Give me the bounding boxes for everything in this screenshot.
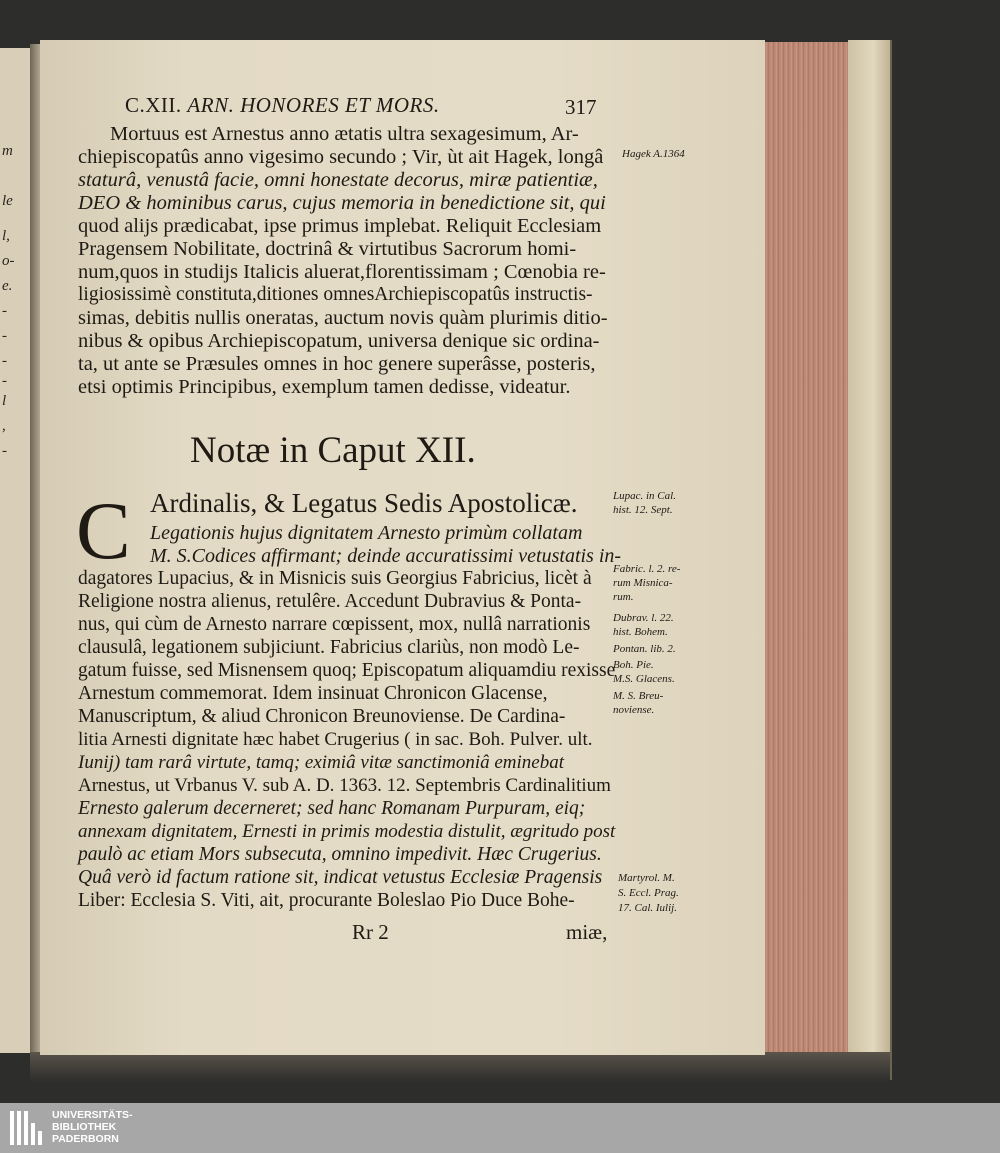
notes-line: Legationis hujus dignitatem Arnesto primùm collatam: [150, 522, 583, 544]
left-page-fragment: ,: [2, 418, 6, 434]
text-line: nibus & opibus Archiepiscopatum, universa denique sic ordina-: [78, 330, 600, 352]
notes-line: Ernesto galerum decerneret; sed hanc Romanam Purpuram, eiq;: [78, 798, 586, 819]
notes-line: annexam dignitatem, Ernesti in primis modestia distulit, ægritudo post: [78, 821, 616, 842]
margin-note: Hagek A.1364: [622, 148, 685, 160]
notes-line: gatum fuisse, sed Misnensem quoq; Episcopatum aliquamdiu rexisse: [78, 660, 616, 681]
margin-note: rum Misnica-: [613, 577, 673, 589]
notes-line: Quâ verò id factum ratione sit, indicat vetustus Ecclesiæ Pragensis: [78, 867, 603, 888]
text-line: Mortuus est Arnestus anno ætatis ultra sexagesimum, Ar-: [110, 123, 579, 145]
book-shadow: [30, 1052, 890, 1082]
text-line: chiepiscopatûs anno vigesimo secundo ; Vir, ùt ait Hagek, longâ: [78, 146, 604, 168]
left-page-fragment: e.: [2, 278, 13, 294]
notes-line: paulò ac etiam Mors subsecuta, omnino impedivit. Hæc Crugerius.: [78, 844, 602, 865]
left-page-fragment: -: [2, 328, 7, 344]
margin-note: 17. Cal. Iulij.: [618, 902, 677, 914]
margin-note: S. Eccl. Prag.: [618, 887, 679, 899]
left-page-fragment: o-: [2, 253, 15, 269]
text-line: num,quos in studijs Italicis aluerat,florentissimam ; Cœnobia re-: [78, 261, 606, 283]
margin-note: Fabric. l. 2. re-: [613, 563, 681, 575]
margin-note: hist. 12. Sept.: [613, 504, 673, 516]
notes-line: Liber: Ecclesia S. Viti, ait, procurante Boleslao Pio Duce Bohe-: [78, 890, 575, 911]
running-title: ARN. HONORES ET MORS.: [187, 93, 440, 117]
left-page-fragment: le: [2, 193, 13, 209]
margin-note: M.S. Glacens.: [613, 673, 675, 685]
notes-line: M. S.Codices affirmant; deinde accuratissimi vetustatis in-: [150, 545, 622, 567]
notes-first-line: Ardinalis, & Legatus Sedis Apostolicæ.: [150, 488, 578, 518]
notes-line: litia Arnesti dignitate hæc habet Crugerius ( in sac. Boh. Pulver. ult.: [78, 729, 593, 750]
catchword: miæ,: [566, 920, 608, 944]
text-line: Pragensem Nobilitate, doctrinâ & virtutibus Sacrorum homi-: [78, 238, 577, 260]
left-page-fragment: -: [2, 443, 7, 459]
left-page-fragment: -: [2, 303, 7, 319]
drop-cap: C: [76, 485, 131, 576]
margin-note: hist. Bohem.: [613, 626, 668, 638]
left-page-fragment: -: [2, 353, 7, 369]
signature-mark: Rr 2: [352, 920, 389, 944]
left-page-fragment: -: [2, 373, 7, 389]
text-line: quod alijs prædicabat, ipse primus implebat. Reliquit Ecclesiam: [78, 215, 602, 237]
notes-line: Arnestus, ut Vrbanus V. sub A. D. 1363. 12. Septembris Cardinalitium: [78, 775, 611, 796]
margin-note: Lupac. in Cal.: [613, 490, 676, 502]
section-heading: Notæ in Caput XII.: [190, 430, 476, 471]
text-line: etsi optimis Principibus, exemplum tamen dedisse, videatur.: [78, 376, 571, 398]
margin-note: M. S. Breu-: [613, 690, 664, 702]
chapter-number: C.XII.: [125, 93, 182, 117]
left-page-fragment: m: [2, 143, 13, 159]
notes-line: Manuscriptum, & aliud Chronicon Breunoviense. De Cardina-: [78, 706, 566, 727]
page-number: 317: [565, 95, 597, 119]
book-cover-edge: [848, 40, 892, 1080]
running-header: [125, 95, 440, 116]
margin-note: Boh. Pie.: [613, 659, 654, 671]
margin-note: rum.: [613, 591, 634, 603]
notes-line: Arnestum commemorat. Idem insinuat Chronicon Glacense,: [78, 683, 548, 704]
text-line: staturâ, venustâ facie, omni honestate decorus, miræ patientiæ,: [78, 169, 598, 191]
text-line: simas, debitis nullis oneratas, auctum novis quàm plurimis ditio-: [78, 307, 608, 329]
notes-line: Iunij) tam rarâ virtute, tamq; eximiâ vitæ sanctimoniâ eminebat: [78, 752, 565, 773]
margin-note: Martyrol. M.: [618, 872, 675, 884]
left-page-fragment: l,: [2, 228, 10, 244]
text-line: ligiosissimè constituta,ditiones omnesArchiepiscopatûs instructis-: [78, 284, 593, 305]
left-page-fragment: l: [2, 393, 7, 409]
text-line: ta, ut ante se Præsules omnes in hoc genere superâsse, posteris,: [78, 353, 596, 375]
margin-note: Pontan. lib. 2.: [613, 643, 676, 655]
notes-line: Religione nostra alienus, retulêre. Accedunt Dubravius & Ponta-: [78, 591, 582, 612]
library-footer-bar: [0, 1103, 1000, 1153]
library-logo-icon: [10, 1111, 44, 1145]
margin-note: noviense.: [613, 704, 655, 716]
notes-line: clausulâ, legationem subjiciunt. Fabricius clariùs, non modò Le-: [78, 637, 580, 658]
text-line: DEO & hominibus carus, cujus memoria in benedictione sit, qui: [78, 192, 606, 214]
notes-line: dagatores Lupacius, & in Misnicis suis Georgius Fabricius, licèt à: [78, 568, 592, 589]
page-block-edge: [758, 42, 858, 1057]
notes-line: nus, qui cùm de Arnesto narrare cœpissent, mox, nullâ narrationis: [78, 614, 591, 635]
margin-note: Dubrav. l. 22.: [613, 612, 674, 624]
library-name: UNIVERSITÄTS- BIBLIOTHEK PADERBORN: [52, 1109, 133, 1145]
